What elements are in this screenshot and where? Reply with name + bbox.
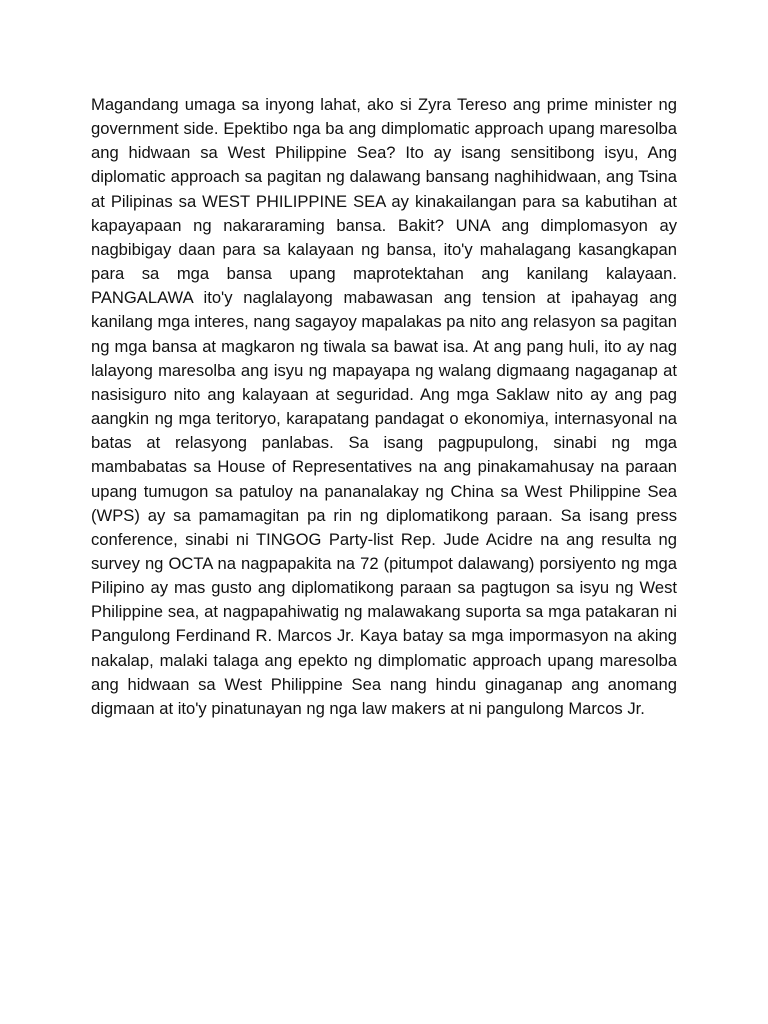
body-paragraph: Magandang umaga sa inyong lahat, ako si Zyra Tereso ang prime minister ng government side. Epektibo nga ba ang dimplomatic approach upang maresolba ang hidwaan sa West Philippine Sea? Ito ay isang sensitibong isyu, Ang diplomatic approach sa pagitan ng dalawang bansang naghihidwaan, ang Tsina at Pilipinas sa WEST PHILIPPINE SEA ay kinakailangan para sa kabutihan at kapayapaan ng nakararaming bansa. Bakit? UNA ang dimplomasyon ay nagbibigay daan para sa kalayaan ng bansa, ito'y mahalagang kasangkapan para sa mga bansa upang maprotektahan ang kanilang kalayaan. PANGALAWA ito'y naglalayong mabawasan ang tension at ipahayag ang kanilang mga interes, nang sagayoy mapalakas pa nito ang relasyon sa pagitan ng mga bansa at magkaron ng tiwala sa bawat isa. At ang pang huli, ito ay nag lalayong maresolba ang isyu ng mapayapa ng walang digmaang nagaganap at nasisiguro nito ang kalayaan at seguridad. Ang mga Saklaw nito ay ang pag aangkin ng mga teritoryo, karapatang pandagat o ekonomiya, internasyonal na batas at relasyong panlabas. Sa isang pagpupulong, sinabi ng mga mambabatas sa House of Representatives na ang pinakamahusay na paraan upang tumugon sa patuloy na pananalakay ng China sa West Philippine Sea (WPS) ay sa pamamagitan pa rin ng diplomatikong paraan. Sa isang press conference, sinabi ni TINGOG Party-list Rep. Jude Acidre na ang resulta ng survey ng OCTA na nagpapakita na 72 (pitumpot dalawang) porsiyento ng mga Pilipino ay mas gusto ang diplomatikong paraan sa pagtugon sa isyu ng West Philippine sea, at nagpapahiwatig ng malawakang suporta sa mga patakaran ni Pangulong Ferdinand R. Marcos Jr. Kaya batay sa mga impormasyon na aking nakalap, malaki talaga ang epekto ng dimplomatic approach upang maresolba ang hidwaan sa West Philippine Sea nang hindu ginaganap ang anomang digmaan at ito'y pinatunayan ng nga law makers at ni pangulong Marcos Jr. bbox=[91, 95, 677, 718]
